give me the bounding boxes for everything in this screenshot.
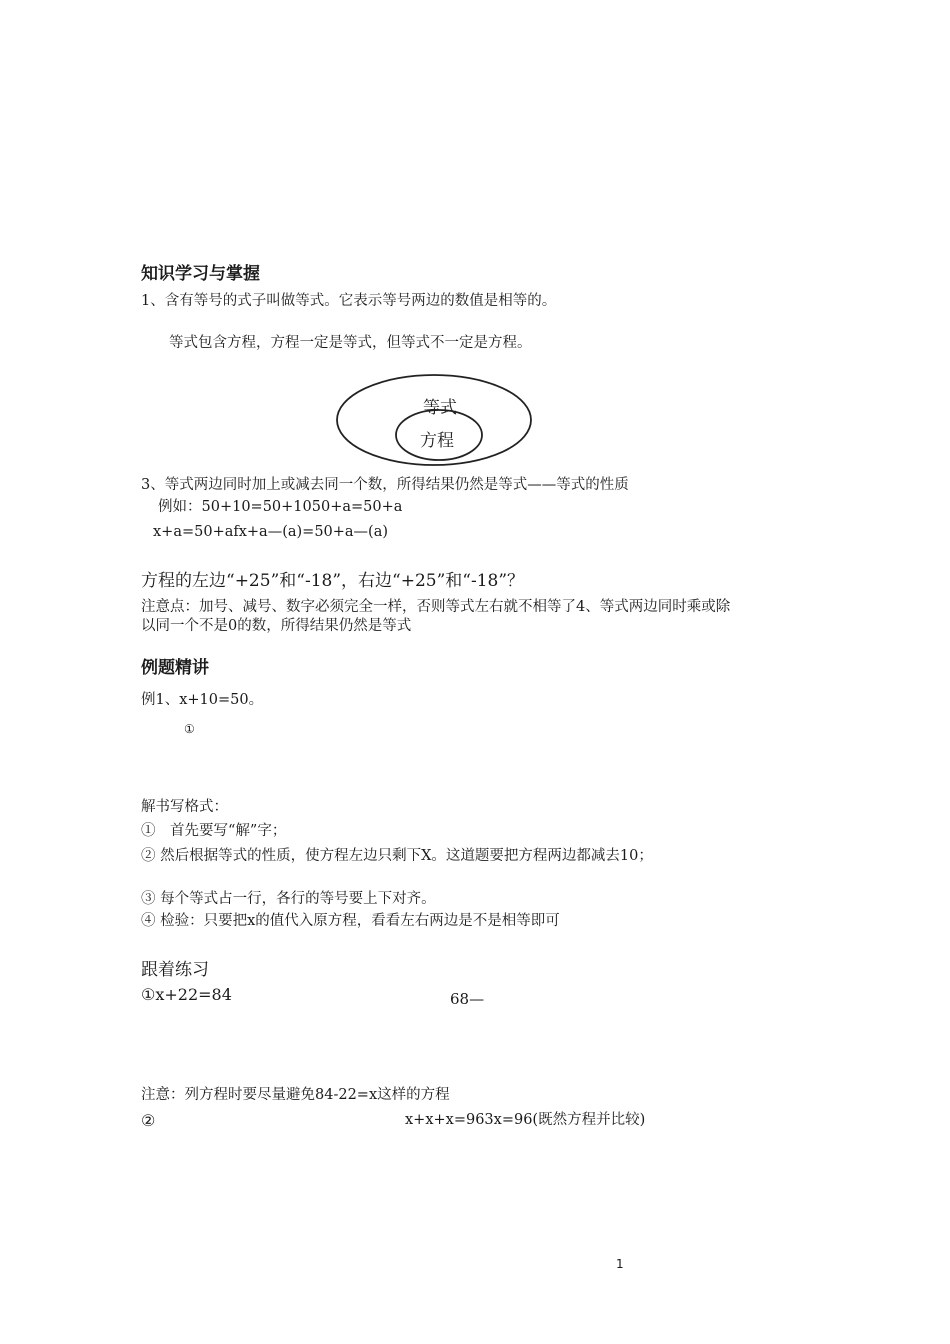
step-3: ③ 每个等式占一行，各行的等号要上下对齐。 [141, 891, 436, 907]
outer-ellipse-equality [337, 375, 531, 465]
inner-label: 方程 [420, 431, 454, 451]
example-line-2: x+a=50+afx+a—(a)=50+a—(a) [153, 524, 389, 540]
equation-note: 等式包含方程，方程一定是等式，但等式不一定是方程。 [169, 335, 532, 351]
section-heading-practice: 跟着练习 [141, 960, 209, 980]
step-4: ④ 检验：只要把x的值代入原方程，看看左右两边是不是相等即可 [141, 913, 560, 929]
circle-marker-1: ① [184, 722, 195, 736]
step-1: ① 首先要写“解”字； [141, 823, 287, 839]
exercise-1: ①x+22=84 [141, 985, 232, 1004]
section-heading-examples: 例题精讲 [141, 658, 209, 678]
format-title: 解书写格式： [141, 799, 228, 815]
side-value: 68— [450, 990, 485, 1008]
point-3: 3、等式两边同时加上或减去同一个数，所得结果仍然是等式——等式的性质 [141, 477, 629, 493]
outer-label: 等式 [423, 398, 457, 418]
example-1: 例1、x+10=50。 [141, 692, 264, 708]
exercise-2-number: ② [141, 1111, 156, 1130]
point-1: 1、含有等号的式子叫做等式。它表示等号两边的数值是相等的。 [141, 293, 557, 309]
practice-attention: 注意：列方程时要尽量避免84-22=x这样的方程 [141, 1087, 450, 1103]
example-line-1: 例如：50+10=50+1050+a=50+a [158, 499, 403, 515]
page-number: 1 [616, 1257, 624, 1271]
question-line: 方程的左边“+25”和“-18”，右边“+25”和“-18”？ [141, 571, 525, 591]
step-2: ② 然后根据等式的性质，使方程左边只剩下X。这道题要把方程两边都减去10； [141, 848, 653, 864]
section-heading-knowledge: 知识学习与掌握 [141, 264, 260, 284]
exercise-2-text: x+x+x=963x=96(既然方程并比较) [405, 1112, 646, 1128]
attention-point: 注意点：加号、减号、数字必须完全一样，否则等式左右就不相等了4、等式两边同时乘或除以同一个不是0的数，所得结果仍然是等式 [141, 599, 731, 634]
venn-diagram [330, 368, 540, 468]
